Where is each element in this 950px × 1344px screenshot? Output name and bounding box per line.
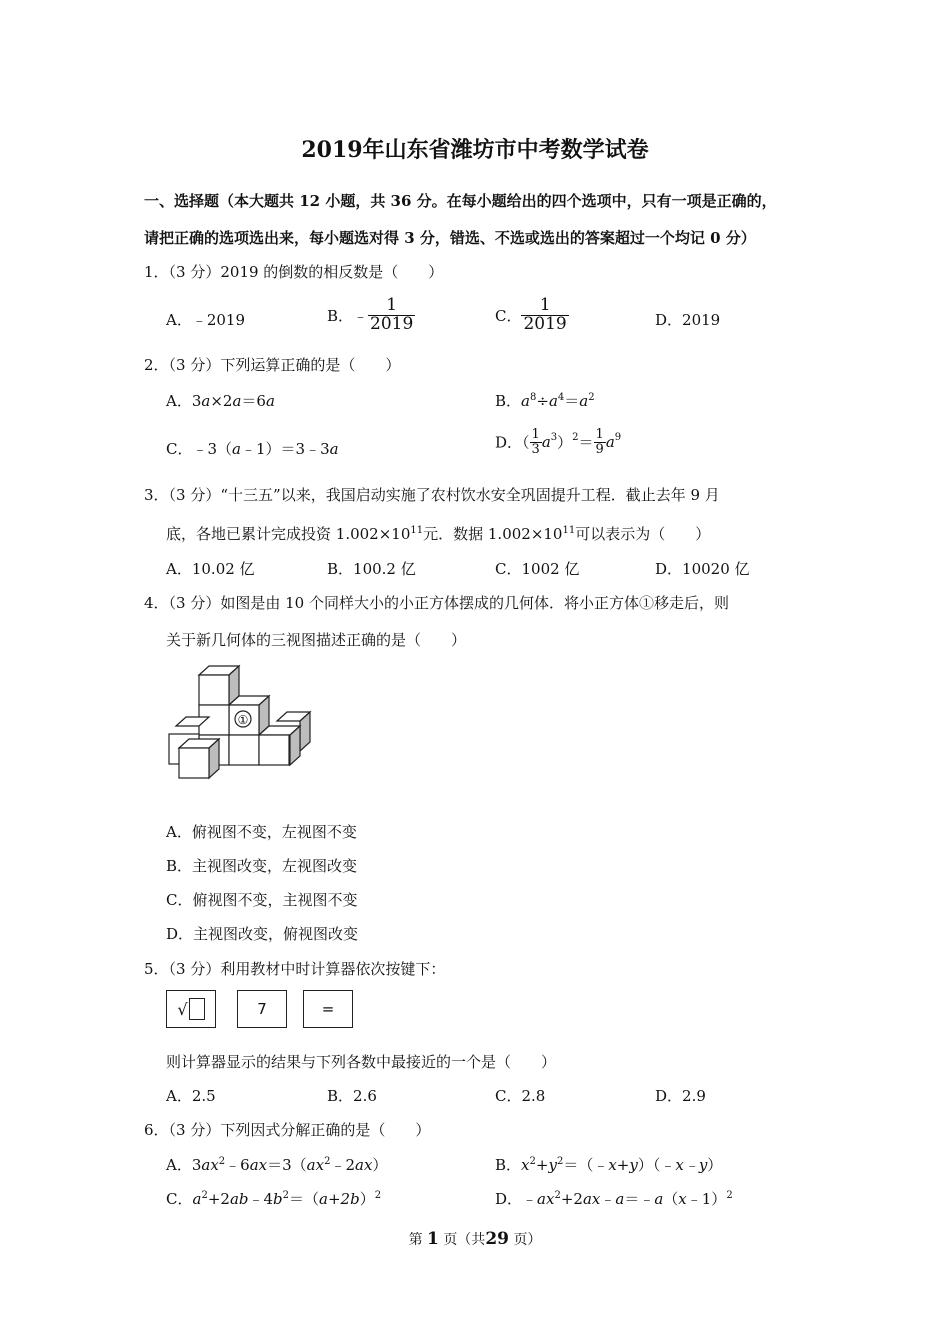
page-footer: 第 1 页（共29 页） xyxy=(408,1229,542,1249)
q4-stem-line1: 4．（3 分）如图是由 10 个同样大小的小正方体摆成的几何体．将小正方体①移走后，则 xyxy=(144,594,729,612)
q1-option-b: B．﹣ $\frac{1}{2019}$ xyxy=(327,295,414,334)
q3-option-c: C．1002 亿 xyxy=(495,560,580,578)
page-title: 2019年山东省潍坊市中考数学试卷 xyxy=(301,137,649,163)
q2-option-a: A．3a×2a＝6a xyxy=(166,392,275,410)
calculator-sqrt-key: √ xyxy=(166,990,216,1028)
q6-option-b: B．$x^2+y^2=(﹣x+y)(﹣x﹣y)$ xyxy=(495,1156,723,1174)
q5-option-b: B．2.6 xyxy=(327,1087,377,1105)
q3-stem-line2: 底，各地已累计完成投资 $1.002\times 10^{11}$元．数据 $1.002\times 10^{11}$可以表示为（ ） xyxy=(166,525,711,543)
calculator-7-key: 7 xyxy=(237,990,287,1028)
q1-option-d: D．2019 xyxy=(655,311,721,329)
q4-option-a: A．俯视图不变，左视图不变 xyxy=(166,823,357,841)
section-instructions-line2: 请把正确的选项选出来，每小题选对得 3 分，错选、不选或选出的答案超过一个均记 0 分） xyxy=(144,229,756,247)
q6-option-d: D．$﹣ax^2+2ax﹣a=﹣a(x﹣1)^2$ xyxy=(495,1190,733,1208)
calculator-equals-key: = xyxy=(303,990,353,1028)
q1-stem: 1．（3 分）2019 的倒数的相反数是（ ） xyxy=(144,263,444,281)
q5-option-c: C．2.8 xyxy=(495,1087,546,1105)
q5-option-a: A．2.5 xyxy=(166,1087,216,1105)
q4-stem-line2: 关于新几何体的三视图描述正确的是（ ） xyxy=(166,631,467,649)
q5-option-d: D．2.9 xyxy=(655,1087,706,1105)
footer-total-pages: 29 xyxy=(485,1229,509,1249)
q1-option-c: C． $\frac{1}{2019}$ xyxy=(495,295,567,334)
q5-stem-line2: 则计算器显示的结果与下列各数中最接近的一个是（ ） xyxy=(166,1053,557,1071)
q4-option-d: D．主视图改变，俯视图改变 xyxy=(166,925,359,943)
q3-option-b: B．100.2 亿 xyxy=(327,560,416,578)
q6-option-a: A．$3ax^2﹣6ax=3(ax^2﹣2ax)$ xyxy=(166,1156,388,1174)
q1-option-a: A．﹣2019 xyxy=(166,311,246,329)
q4-cube-figure xyxy=(164,660,316,788)
q5-stem: 5．（3 分）利用教材中时计算器依次按键下： xyxy=(144,960,446,978)
q6-stem: 6．（3 分）下列因式分解正确的是（ ） xyxy=(144,1121,431,1139)
footer-page-number: 1 xyxy=(427,1229,439,1249)
q4-figure-label: ① xyxy=(237,713,249,727)
q2-option-c: C．﹣3（a﹣1）＝3﹣3a xyxy=(166,440,339,458)
q2-option-d: D．（ $\frac{1}{3}$ $a^3)^2=$ $\frac{1}{9}$ $a^9$ xyxy=(495,427,622,457)
q6-option-c: C．$a^2+2ab﹣4b^2=(a+2b)^2$ xyxy=(166,1190,382,1208)
q3-option-a: A．10.02 亿 xyxy=(166,560,255,578)
section-instructions-line1: 一、选择题（本大题共 12 小题，共 36 分。在每小题给出的四个选项中，只有一项是正确的， xyxy=(144,192,777,210)
q3-option-d: D．10020 亿 xyxy=(655,560,750,578)
q2-stem: 2．（3 分）下列运算正确的是（ ） xyxy=(144,356,401,374)
q3-stem-line1: 3．（3 分）“十三五”以来，我国启动实施了农村饮水安全巩固提升工程．截止去年 9 月 xyxy=(144,486,720,504)
q4-option-b: B．主视图改变，左视图改变 xyxy=(166,857,358,875)
q2-option-b: B．$a^8\div a^4=a^2$ xyxy=(495,392,595,410)
q4-option-c: C．俯视图不变，主视图不变 xyxy=(166,891,358,909)
